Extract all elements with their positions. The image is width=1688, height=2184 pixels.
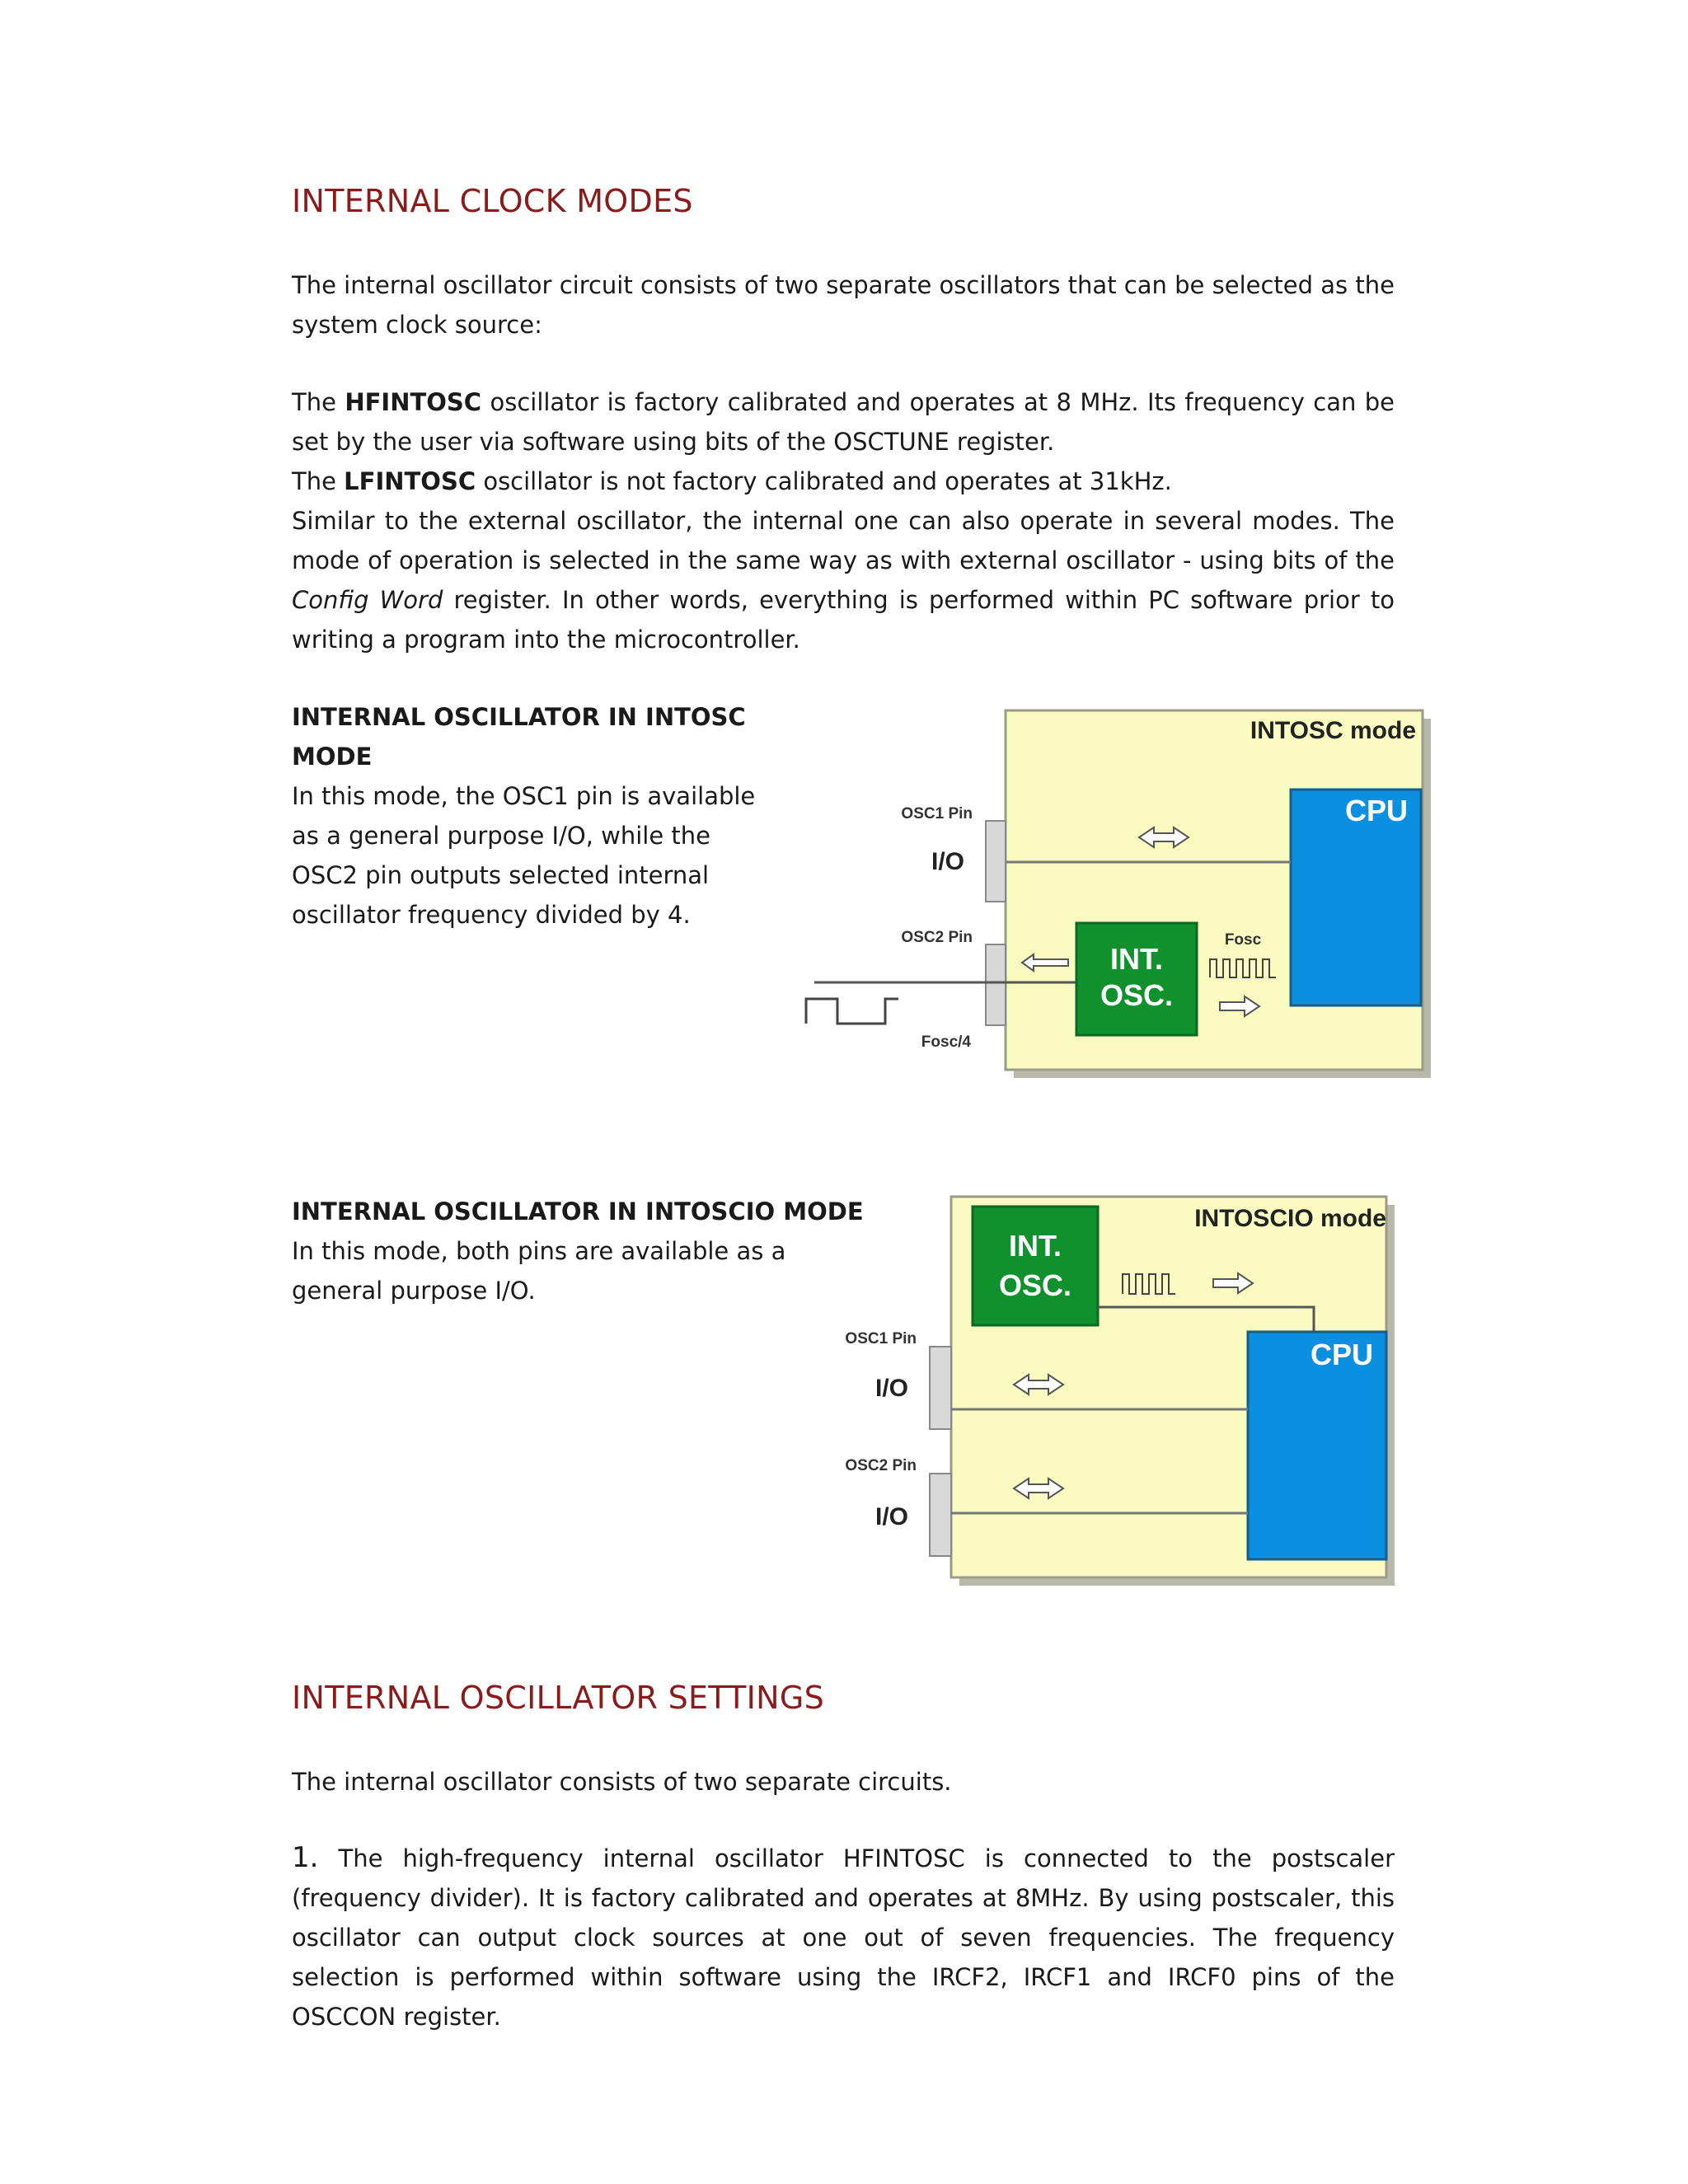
osc1-io-label: I/O bbox=[931, 848, 965, 875]
intoscio-heading: INTERNAL OSCILLATOR IN INTOSCIO MODE bbox=[292, 1197, 864, 1226]
osc1-pin-label: OSC1 Pin bbox=[901, 805, 973, 823]
hfintosc-term: HFINTOSC bbox=[345, 388, 482, 416]
section-title-internal-oscillator-settings: INTERNAL OSCILLATOR SETTINGS bbox=[292, 1680, 825, 1716]
intro-paragraph: The internal oscillator circuit consists of two separate oscillators that can be selected as the system clock source: bbox=[292, 271, 1395, 339]
hf-text: oscillator is factory calibrated and operates at 8 MHz. Its frequency can be set by the user via software using bits of the OSCTUNE register. bbox=[292, 388, 1395, 456]
int-osc-label-2: OSC. bbox=[998, 1268, 1072, 1302]
intoscio-mode-diagram bbox=[824, 1187, 1418, 1591]
lfintosc-paragraph bbox=[292, 462, 1395, 501]
int-osc-block bbox=[973, 1207, 1098, 1325]
lfintosc-term: LFINTOSC bbox=[344, 467, 476, 495]
section-title-internal-clock-modes: INTERNAL CLOCK MODES bbox=[292, 183, 693, 219]
intosc-text-line: as a general purpose I/O, while the bbox=[292, 822, 711, 850]
intoscio-mode-label: INTOSCIO mode bbox=[1194, 1205, 1386, 1232]
lf-prefix: The bbox=[292, 467, 345, 495]
osc2-pin bbox=[986, 944, 1006, 1025]
osc1-pin bbox=[930, 1347, 951, 1429]
modes-text-a: Similar to the external oscillator, the internal one can also operate in several modes. The mode of operation is selected in the same way as with external oscillator - using bits of the bbox=[292, 507, 1395, 574]
intoscio-text-line: In this mode, both pins are available as a bbox=[292, 1237, 786, 1265]
intoscio-description bbox=[292, 1192, 864, 1310]
osc2-pin-label: OSC2 Pin bbox=[901, 929, 973, 946]
int-osc-label-1: INT. bbox=[1008, 1229, 1062, 1263]
item-number: 1. bbox=[292, 1841, 319, 1874]
osc2-pin-label: OSC2 Pin bbox=[845, 1457, 917, 1474]
int-osc-label-1: INT. bbox=[1109, 942, 1164, 976]
lf-text: oscillator is not factory calibrated and operates at 31kHz. bbox=[476, 467, 1172, 495]
fosc4-label: Fosc/4 bbox=[921, 1033, 971, 1051]
intosc-heading-line2: MODE bbox=[292, 743, 373, 771]
int-osc-label-2: OSC. bbox=[1100, 978, 1174, 1012]
modes-paragraph bbox=[292, 501, 1395, 659]
intosc-text-line: OSC2 pin outputs selected internal bbox=[292, 861, 710, 889]
hfintosc-settings-paragraph bbox=[292, 1838, 1395, 2036]
settings-intro-paragraph: The internal oscillator consists of two separate circuits. bbox=[292, 1768, 952, 1796]
hfintosc-paragraph bbox=[292, 382, 1395, 462]
intosc-mode-label: INTOSC mode bbox=[1250, 717, 1416, 744]
osc1-pin bbox=[986, 821, 1006, 902]
intosc-mode-diagram bbox=[799, 701, 1442, 1088]
cpu-label: CPU bbox=[1344, 794, 1409, 827]
modes-text-b: register. In other words, everything is performed within PC software prior to writing a program into the microcontroller. bbox=[292, 586, 1395, 654]
osc1-io-label: I/O bbox=[874, 1375, 909, 1402]
osc2-pin bbox=[930, 1474, 951, 1556]
intosc-text-line: In this mode, the OSC1 pin is available bbox=[292, 782, 756, 810]
intosc-text-line: oscillator frequency divided by 4. bbox=[292, 901, 691, 929]
osc2-io-label: I/O bbox=[874, 1503, 909, 1530]
intosc-description bbox=[292, 697, 755, 935]
fosc-label: Fosc bbox=[1224, 931, 1262, 949]
hf-prefix: The bbox=[292, 388, 345, 416]
fosc4-waveform-icon bbox=[806, 999, 898, 1024]
item-text: The high-frequency internal oscillator HFINTOSC is connected to the postscaler (frequency divider). It is factory calibrated and operates at 8MHz. By using postscaler, this oscillator can output clock sources at one out of seven frequencies. The frequency selection is performed within software using the IRCF2, IRCF1 and IRCF0 pins of the OSCCON register. bbox=[292, 1844, 1395, 2031]
cpu-label: CPU bbox=[1310, 1338, 1374, 1371]
intoscio-text-line: general purpose I/O. bbox=[292, 1277, 536, 1305]
intosc-heading-line1: INTERNAL OSCILLATOR IN INTOSC bbox=[292, 703, 746, 731]
osc1-pin-label: OSC1 Pin bbox=[845, 1330, 917, 1347]
config-word-term: Config Word bbox=[292, 586, 443, 614]
